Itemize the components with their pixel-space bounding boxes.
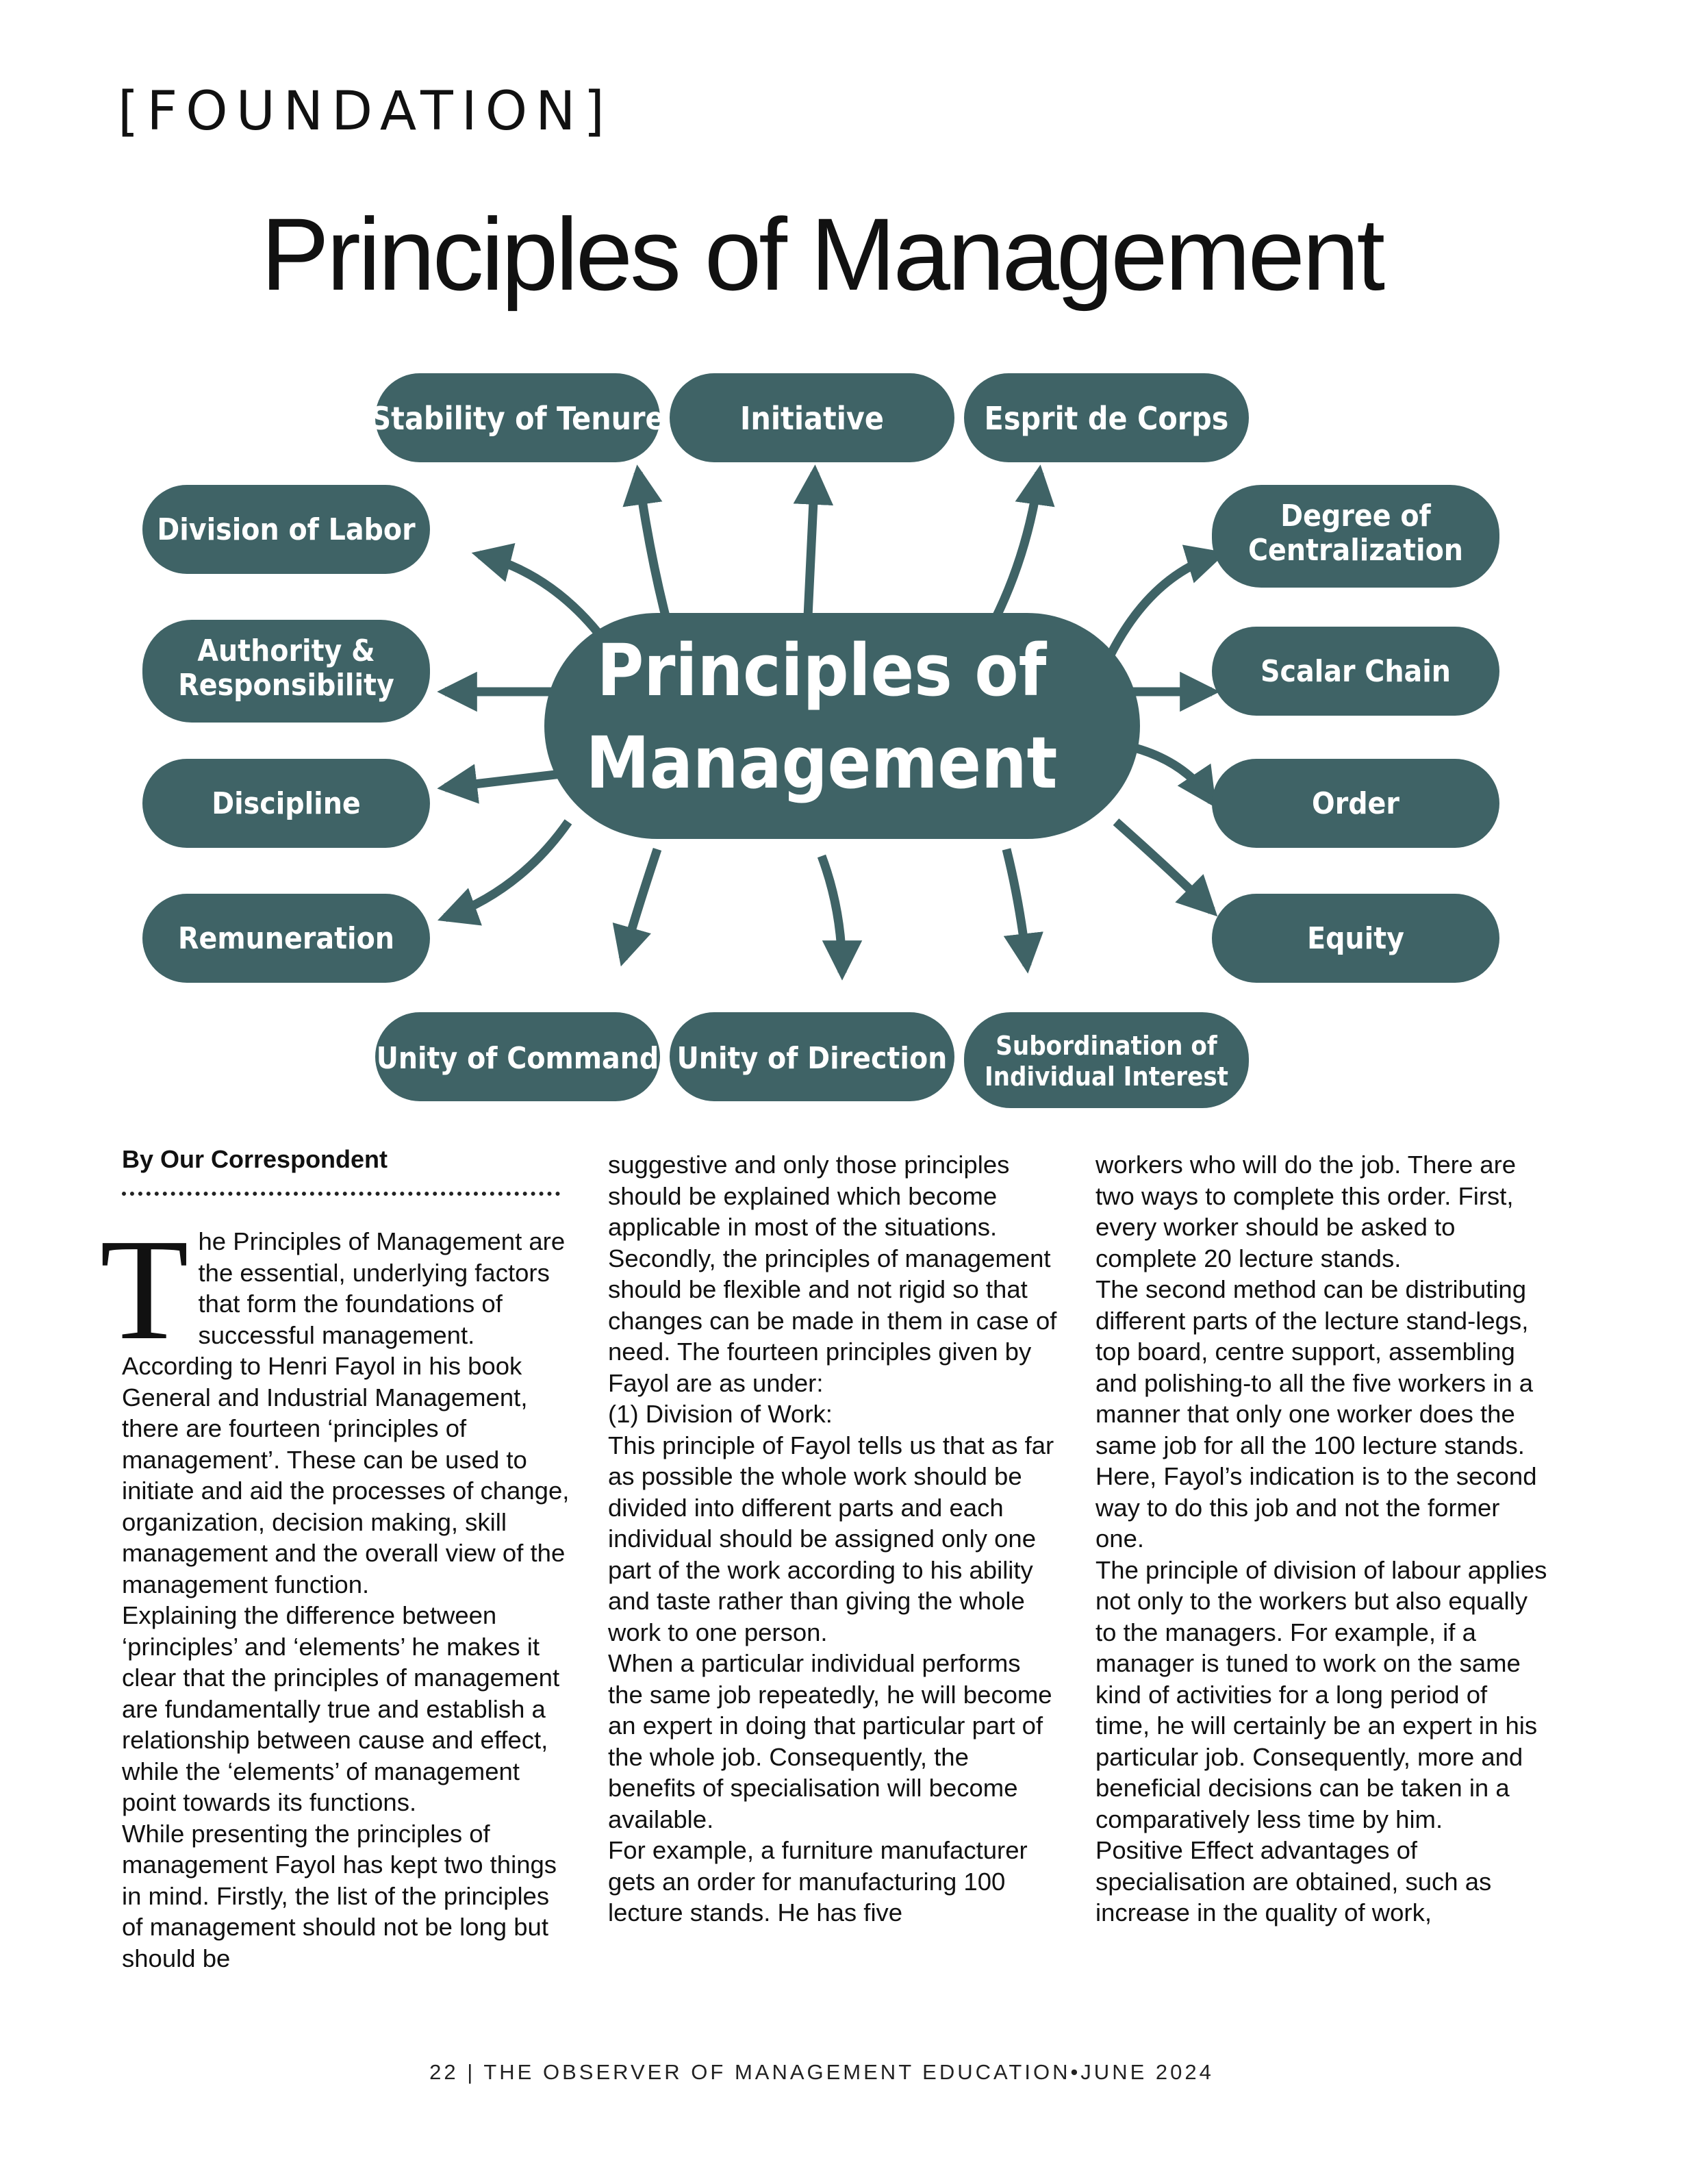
node-label: Individual Interest [984,1062,1229,1092]
node-scalar-chain [1212,627,1499,716]
article-paragraph: workers who will do the job. There are two ways to complete this order. First, every worker should be asked to complete 20 lecture stands. [1095,1151,1517,1272]
svg-text:Management: Management [585,721,1058,805]
arrow-centralization [1109,555,1219,657]
node-degree-of-centralization [1212,485,1499,588]
article-paragraph: The second method can be distributing different parts of the lecture stand-legs, top board, centre support, assembling and polishing-to all the five workers in a manner that only one worker does the same job for all the 100 lecture stands. Here, Fayol’s indication is to the second way to do this job and not the former one. [1095,1275,1537,1553]
section-tag: [FOUNDATION] [118,81,613,142]
footer-publication: THE OBSERVER OF MANAGEMENT EDUCATION•JUNE 2024 [483,2060,1214,2084]
article-paragraph: Secondly, the principles of management should be flexible and not rigid so that changes can be made in them in case of need. The fourteen principles given by Fayol are as under: [608,1244,1057,1397]
arrow-order [1130,746,1212,801]
node-label: Centralization [1248,533,1463,568]
arrow-subordination [1006,849,1027,966]
page-footer [0,2060,1643,2085]
node-subordination-of-individual-interest [964,1012,1249,1108]
article-subheading: (1) Division of Work: [608,1400,833,1428]
article-paragraph: The Principles of Management are the essential, underlying factors that form the foundations of successful management. According to Henri Fayol in his book General and Industrial Management, there are fourteen ‘principles of management’. These can be used to initiate and aid the processes of change, organization, decision making, skill management and the overall view of the management function. [100,1209,570,1598]
node-unity-of-direction [670,1012,954,1101]
arrow-initiative [808,473,815,616]
node-division-of-labor [142,485,430,574]
node-label: Authority & [197,633,375,668]
byline: By Our Correspondent [122,1145,388,1173]
node-authority-responsibility [142,620,430,723]
article-paragraph: When a particular individual performs the same job repeatedly, he will become an expert in doing that particular part of the whole job. Consequently, the benefits of specialisation will become available. [608,1649,1052,1833]
article-column-2 [608,1149,1060,1929]
arrow-remuneration [445,822,568,918]
article-column-3 [1095,1149,1547,1929]
svg-text:Principles of: Principles of [596,629,1047,712]
node-initiative [670,373,954,462]
article-paragraph: For example, a furniture manufacturer gets an order for manufacturing 100 lecture stands. He has five [608,1836,1028,1926]
node-label: Unity of Direction [676,1041,948,1076]
arrow-unity-command [623,849,657,959]
node-stability-of-tenure [370,373,664,462]
footer-separator: | [458,2060,484,2084]
node-label: Esprit de Corps [984,400,1229,437]
node-label: Discipline [212,786,361,821]
article-paragraph: Positive Effect advantages of specialisation are obtained, such as increase in the quality of work, [1095,1836,1492,1926]
arrow-unity-direction [822,856,842,972]
article-paragraph: The principle of division of labour applies not only to the workers but also equally to the managers. For example, if a manager is tuned to work on the same kind of activities for a long period of time, he will certainly be an expert in his particular job. Consequently, more and beneficial decisions can be taken in a comparatively less time by him. [1095,1555,1547,1833]
dropcap: T [100,1209,189,1370]
arrow-esprit [986,473,1039,637]
node-esprit-de-corps [964,373,1249,462]
node-remuneration [142,894,430,983]
article-column-1 [100,1209,574,1974]
node-label: Subordination of [996,1031,1217,1061]
article-paragraph: suggestive and only those principles should be explained which become applicable in most of the situations. [608,1151,1010,1241]
node-label: Unity of Command [376,1041,659,1076]
node-label: Degree of [1280,499,1431,534]
article-paragraph: This principle of Fayol tells us that as far as possible the whole work should be divided into different parts and each individual should be assigned only one part of the work according to his ability and taste rather than giving the whole work to one person. [608,1431,1054,1646]
node-order [1212,759,1499,848]
node-equity [1212,894,1499,983]
arrow-equity [1116,822,1212,911]
node-discipline [142,759,430,848]
node-label: Equity [1307,921,1404,956]
node-label: Division of Labor [157,512,416,547]
byline-divider [122,1192,560,1196]
node-label: Remuneration [178,921,394,956]
page-number: 22 [429,2060,459,2084]
node-label: Order [1312,786,1399,821]
arrow-discipline [445,774,561,788]
center-node [544,613,1140,839]
article-paragraph: Explaining the difference between ‘principles’ and ‘elements’ he makes it clear that the principles of management are fundamentally true and establish a relationship between cause and effect, while the ‘elements’ of management point towards its functions. [122,1601,560,1816]
page-title: Principles of Management [260,197,1383,312]
node-label: Scalar Chain [1260,654,1451,689]
node-unity-of-command [375,1012,660,1101]
node-label: Responsibility [178,668,394,703]
node-label: Initiative [740,400,884,437]
arrow-stability [638,473,671,637]
article-paragraph: While presenting the principles of management Fayol has kept two things in mind. Firstly, the list of the principles of management should not be long but should be [122,1819,557,1972]
node-label: Stability of Tenure [370,400,665,437]
